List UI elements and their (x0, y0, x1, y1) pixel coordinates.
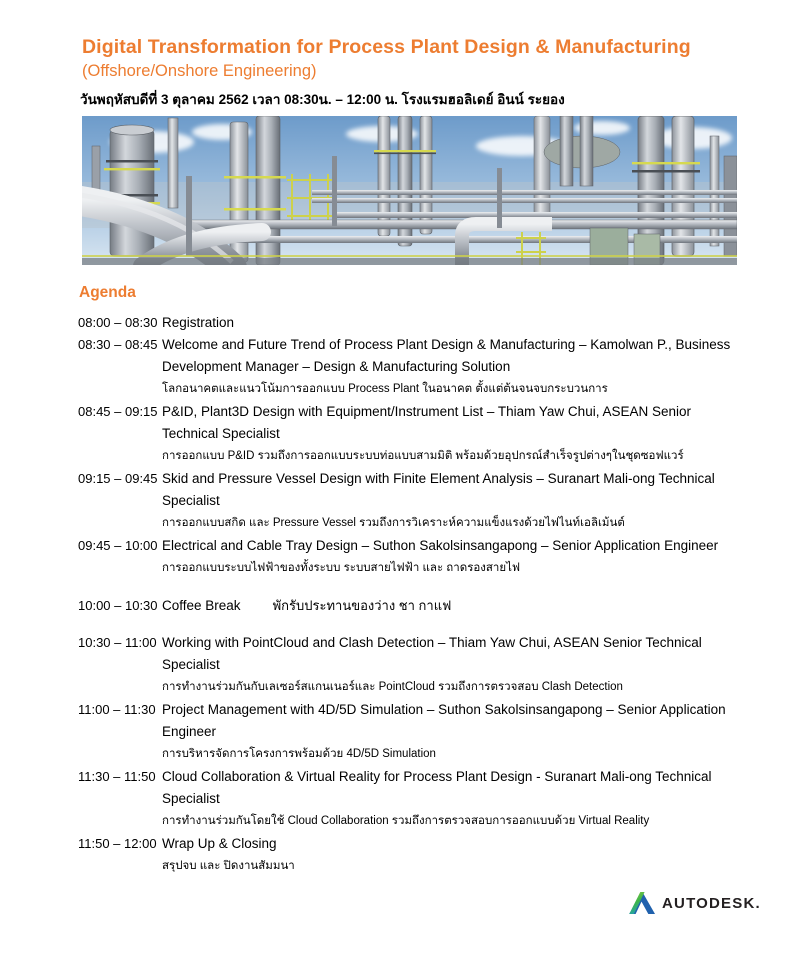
agenda-title: Coffee Break (162, 598, 241, 613)
agenda-time: 08:45 – 09:15 (78, 404, 158, 419)
agenda-thai-desc: การออกแบบสกิด และ Pressure Vessel รวมถึงการวิเคราะห์ความแข็งแรงด้วยไฟไนท์เอลิเม้นต์ (162, 517, 625, 529)
agenda-title-line (162, 833, 748, 855)
agenda-title: Electrical and Cable Tray Design – Suthon Sakolsinsangapong – Senior Application Engineer (162, 538, 719, 553)
agenda-time: 11:50 – 12:00 (78, 836, 157, 851)
agenda-content (162, 833, 748, 878)
autodesk-wordmark: AUTODESK. (662, 894, 761, 912)
autodesk-logo (629, 890, 761, 916)
agenda-content (162, 766, 748, 833)
agenda-title-line (162, 535, 748, 557)
agenda-title: Project Management with 4D/5D Simulation – Suthon Sakolsinsangapong – Senior Application Engineer (162, 702, 726, 739)
agenda-time: 10:00 – 10:30 (78, 598, 158, 613)
agenda-title-line (162, 632, 748, 676)
agenda-title-line (162, 766, 748, 810)
agenda-time: 09:15 – 09:45 (78, 471, 158, 486)
agenda-title: P&ID, Plant3D Design with Equipment/Instrument List – Thiam Yaw Chui, ASEAN Senior Technical Specialist (162, 404, 691, 441)
agenda-title-line (162, 312, 748, 334)
agenda-item (78, 334, 748, 401)
agenda-item (78, 833, 748, 878)
agenda-title: Wrap Up & Closing (162, 836, 277, 851)
agenda-title-line (162, 401, 748, 445)
agenda-thai-desc: การทำงานร่วมกันโดยใช้ Cloud Collaboration รวมถึงการตรวจสอบการออกแบบด้วย Virtual Reality (162, 815, 650, 827)
agenda-time: 08:30 – 08:45 (78, 337, 158, 352)
process-plant-photo (82, 116, 737, 265)
agenda-time: 08:00 – 08:30 (78, 315, 158, 330)
agenda-thai-desc: การทำงานร่วมกันกับเลเซอร์สแกนเนอร์และ PointCloud รวมถึงการตรวจสอบ Clash Detection (162, 681, 623, 693)
agenda-content (162, 535, 748, 580)
agenda-list (78, 312, 748, 878)
agenda-time: 11:30 – 11:50 (78, 769, 156, 784)
agenda-title-line (162, 699, 748, 743)
agenda-content (162, 334, 748, 401)
agenda-thai-desc: สรุปจบ และ ปิดงานสัมมนา (162, 860, 295, 872)
agenda-item (78, 699, 748, 766)
agenda-time: 09:45 – 10:00 (78, 538, 158, 553)
agenda-title: Cloud Collaboration & Virtual Reality for Process Plant Design - Suranart Mali-ong Technical Specialist (162, 769, 712, 806)
agenda-content (162, 401, 748, 468)
agenda-thai-desc: การบริหารจัดการโครงการพร้อมด้วย 4D/5D Simulation (162, 748, 436, 760)
agenda-title-line (162, 468, 748, 512)
agenda-content (162, 699, 748, 766)
agenda-content (162, 595, 748, 617)
agenda-item (78, 401, 748, 468)
agenda-time: 10:30 – 11:00 (78, 635, 157, 650)
agenda-title-line (162, 334, 748, 378)
agenda-time: 11:00 – 11:30 (78, 702, 156, 717)
agenda-title: Working with PointCloud and Clash Detection – Thiam Yaw Chui, ASEAN Senior Technical Specialist (162, 635, 702, 672)
agenda-heading: Agenda (79, 284, 136, 301)
page-title: Digital Transformation for Process Plant Design & Manufacturing (82, 36, 691, 58)
agenda-thai-inline: พักรับประทานของว่าง ชา กาแฟ (272, 598, 452, 613)
agenda-title: Registration (162, 315, 235, 330)
agenda-content (162, 468, 748, 535)
page-subtitle: (Offshore/Onshore Engineering) (82, 62, 317, 80)
agenda-content (162, 632, 748, 699)
agenda-title: Skid and Pressure Vessel Design with Finite Element Analysis – Suranart Mali-ong Technical Specialist (162, 471, 715, 508)
agenda-item (78, 595, 748, 617)
event-date-location: วันพฤหัสบดีที่ 3 ตุลาคม 2562 เวลา 08:30น. – 12:00 น. โรงแรมฮอลิเดย์ อินน์ ระยอง (80, 92, 565, 107)
autodesk-a-mark-icon (629, 892, 655, 914)
agenda-item (78, 312, 748, 334)
agenda-item (78, 766, 748, 833)
agenda-title: Welcome and Future Trend of Process Plant Design & Manufacturing – Kamolwan P., Business Development Manager – Design & Manufacturing Solution (162, 337, 731, 374)
agenda-thai-desc: การออกแบบ P&ID รวมถึงการออกแบบระบบท่อแบบสามมิติ พร้อมด้วยอุปกรณ์สำเร็จรูปต่างๆในชุดซอฟแวร์ (162, 450, 684, 462)
agenda-thai-desc: โลกอนาคตและแนวโน้มการออกแบบ Process Plant ในอนาคต ตั้งแต่ต้นจนจบกระบวนการ (162, 383, 608, 395)
agenda-title-line (162, 595, 748, 617)
agenda-item (78, 535, 748, 580)
agenda-item (78, 632, 748, 699)
agenda-item (78, 468, 748, 535)
agenda-content (162, 312, 748, 334)
agenda-thai-desc: การออกแบบระบบไฟฟ้าของทั้งระบบ ระบบสายไฟฟ้า และ ถาดรองสายไฟ (162, 562, 521, 574)
